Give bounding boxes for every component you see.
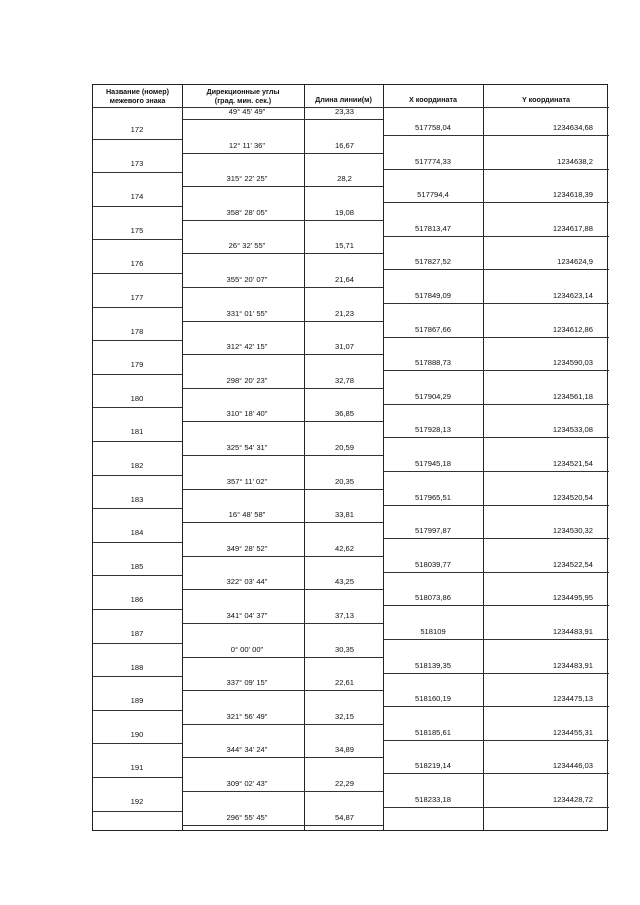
- row-divider: [93, 307, 182, 308]
- row-divider: [93, 777, 182, 778]
- y-coordinate: 1234530,32: [552, 526, 593, 536]
- line-length: 15,71: [334, 241, 354, 251]
- y-coordinate: 1234428,72: [552, 795, 593, 804]
- x-coordinate: 517928,13: [415, 425, 451, 435]
- point-name: 175: [130, 225, 144, 235]
- point-name: 187: [130, 629, 144, 638]
- direction-angle: 357° 11' 02": [226, 476, 268, 486]
- point-name: 185: [130, 561, 144, 571]
- y-coordinate: 1234446,03: [552, 761, 593, 771]
- y-coordinate: 1234533,08: [552, 425, 593, 435]
- row-divider: [182, 556, 383, 557]
- column-divider: [182, 85, 183, 830]
- x-coordinate: 518185,61: [415, 727, 451, 737]
- row-divider: [182, 119, 383, 120]
- point-name: 184: [130, 528, 144, 538]
- header-angle-line1: Дирекционные углы: [206, 87, 280, 96]
- point-name: 176: [130, 259, 144, 269]
- row-divider: [93, 273, 182, 274]
- y-coordinate: 1234617,88: [552, 223, 593, 233]
- header-length: Длина линии(м): [315, 95, 372, 104]
- point-name: 189: [130, 696, 144, 706]
- row-divider: [182, 287, 383, 288]
- row-divider: [182, 253, 383, 254]
- direction-angle: 12° 11' 36": [228, 140, 266, 150]
- direction-angle: 16° 48' 58": [228, 510, 266, 520]
- row-divider: [93, 441, 182, 442]
- direction-angle: 0° 00' 00": [230, 644, 264, 654]
- direction-angle: 298° 20' 23": [226, 375, 268, 385]
- y-coordinate: 1234520,54: [552, 492, 593, 502]
- direction-angle: 358° 28' 05": [226, 207, 268, 217]
- row-divider: [383, 269, 609, 270]
- direction-angle: 309° 02' 43": [226, 779, 268, 788]
- header-name: [93, 87, 182, 105]
- row-divider: [182, 186, 383, 187]
- point-name: 178: [130, 326, 144, 336]
- point-name: 182: [130, 461, 144, 470]
- y-coordinate: 1234483,91: [552, 627, 593, 636]
- point-name: 172: [130, 125, 144, 134]
- line-length: 20,59: [334, 443, 354, 452]
- column-divider: [383, 85, 384, 830]
- row-divider: [182, 825, 383, 826]
- header-y: Y координата: [522, 95, 570, 104]
- row-divider: [182, 791, 383, 792]
- row-divider: [93, 475, 182, 476]
- row-divider: [93, 643, 182, 644]
- row-divider: [93, 811, 182, 812]
- row-divider: [93, 407, 182, 408]
- row-divider: [383, 673, 609, 674]
- x-coordinate: 518073,86: [415, 593, 451, 603]
- row-divider: [93, 139, 182, 140]
- x-coordinate: 517758,04: [415, 123, 451, 132]
- header-name-line2: межевого знака: [109, 96, 166, 105]
- line-length: 37,13: [334, 611, 354, 620]
- row-divider: [182, 321, 383, 322]
- row-divider: [182, 757, 383, 758]
- x-coordinate: 517965,51: [415, 492, 451, 502]
- row-divider: [182, 623, 383, 624]
- y-coordinate: 1234638,2: [557, 156, 593, 166]
- direction-angle: 26° 32' 55": [228, 241, 266, 251]
- row-divider: [93, 374, 182, 375]
- row-divider: [383, 135, 609, 136]
- y-coordinate: 1234634,68: [552, 123, 593, 132]
- y-coordinate: 1234495,95: [552, 593, 593, 603]
- point-name: 177: [130, 293, 144, 302]
- line-length: 33,81: [334, 510, 354, 520]
- x-coordinate: 518109: [420, 627, 446, 636]
- line-length: 22,29: [334, 779, 354, 788]
- direction-angle: 341° 04' 37": [226, 611, 268, 620]
- point-name: 183: [130, 494, 144, 504]
- direction-angle: 325° 54' 31": [226, 443, 268, 452]
- x-coordinate: 517904,29: [415, 391, 451, 401]
- row-divider: [383, 605, 609, 606]
- y-coordinate: 1234612,86: [552, 324, 593, 334]
- x-coordinate: 517827,52: [415, 257, 451, 267]
- row-divider: [182, 421, 383, 422]
- line-length: 21,23: [334, 308, 354, 318]
- line-length: 16,67: [334, 140, 354, 150]
- row-divider: [383, 169, 609, 170]
- row-divider: [182, 657, 383, 658]
- point-name: 186: [130, 595, 144, 605]
- line-length: 32,15: [334, 711, 354, 721]
- point-name: 192: [130, 797, 144, 806]
- x-coordinate: 517867,66: [415, 324, 451, 334]
- x-coordinate: 518160,19: [415, 694, 451, 704]
- header-name-line1: Название (номер): [105, 87, 170, 96]
- point-name: 191: [130, 763, 144, 773]
- x-coordinate: 518039,77: [415, 559, 451, 569]
- point-name: 190: [130, 729, 144, 739]
- point-name: 181: [130, 427, 144, 437]
- line-length: 31,07: [334, 342, 354, 352]
- direction-angle: 310° 18' 40": [226, 409, 268, 419]
- row-divider: [93, 172, 182, 173]
- y-coordinate: 1234522,54: [552, 559, 593, 569]
- row-divider: [93, 542, 182, 543]
- line-length: 23,33: [334, 107, 354, 116]
- point-name: 188: [130, 662, 144, 672]
- row-divider: [383, 740, 609, 741]
- row-divider: [93, 743, 182, 744]
- x-coordinate: 517945,18: [415, 459, 451, 468]
- x-coordinate: 518233,18: [415, 795, 451, 804]
- row-divider: [383, 236, 609, 237]
- x-coordinate: 517849,09: [415, 291, 451, 300]
- header-x: X координата: [408, 95, 458, 104]
- y-coordinate: 1234561,18: [552, 391, 593, 401]
- direction-angle: 49° 45' 49": [228, 107, 266, 116]
- row-divider: [93, 340, 182, 341]
- x-coordinate: 517997,87: [415, 526, 451, 536]
- row-divider: [182, 153, 383, 154]
- y-coordinate: 1234590,03: [552, 358, 593, 368]
- direction-angle: 331° 01' 55": [226, 308, 268, 318]
- point-name: 174: [130, 192, 144, 202]
- row-divider: [383, 471, 609, 472]
- row-divider: [383, 437, 609, 438]
- direction-angle: 349° 28' 52": [226, 543, 268, 553]
- coordinates-table: [92, 84, 608, 831]
- line-length: 34,89: [334, 745, 354, 755]
- row-divider: [182, 489, 383, 490]
- row-divider: [383, 337, 609, 338]
- x-coordinate: 517813,47: [415, 223, 451, 233]
- x-coordinate: 517774,33: [415, 156, 451, 166]
- direction-angle: 312° 42' 15": [226, 342, 268, 352]
- direction-angle: 296° 55' 45": [226, 812, 268, 822]
- x-coordinate: 518219,14: [415, 761, 451, 771]
- row-divider: [93, 676, 182, 677]
- row-divider: [182, 589, 383, 590]
- line-length: 30,35: [334, 644, 354, 654]
- row-divider: [93, 508, 182, 509]
- line-length: 36,85: [334, 409, 354, 419]
- row-divider: [93, 710, 182, 711]
- direction-angle: 315° 22' 25": [226, 174, 268, 184]
- row-divider: [182, 455, 383, 456]
- row-divider: [383, 807, 609, 808]
- direction-angle: 344° 34' 24": [226, 745, 268, 755]
- row-divider: [383, 404, 609, 405]
- y-coordinate: 1234624,9: [557, 257, 593, 267]
- x-coordinate: 518139,35: [415, 660, 451, 670]
- x-coordinate: 517794,4: [417, 190, 449, 200]
- row-divider: [182, 220, 383, 221]
- line-length: 43,25: [334, 577, 354, 587]
- point-name: 173: [130, 158, 144, 168]
- row-divider: [182, 724, 383, 725]
- row-divider: [93, 206, 182, 207]
- row-divider: [93, 609, 182, 610]
- header-angle-line2: (град. мин. сек.): [214, 96, 272, 105]
- y-coordinate: 1234521,54: [552, 459, 593, 468]
- line-length: 28,2: [337, 174, 352, 184]
- row-divider: [182, 522, 383, 523]
- line-length: 32,78: [334, 375, 354, 385]
- row-divider: [383, 303, 609, 304]
- row-divider: [383, 706, 609, 707]
- point-name: 180: [130, 393, 144, 403]
- line-length: 54,87: [334, 812, 354, 822]
- row-divider: [383, 773, 609, 774]
- direction-angle: 337° 09' 15": [226, 678, 268, 688]
- x-coordinate: 517888,73: [415, 358, 451, 368]
- y-coordinate: 1234618,39: [552, 190, 593, 200]
- line-length: 19,08: [334, 207, 354, 217]
- point-name: 179: [130, 360, 144, 370]
- line-length: 21,64: [334, 275, 354, 284]
- y-coordinate: 1234475,13: [552, 694, 593, 704]
- row-divider: [383, 370, 609, 371]
- row-divider: [182, 388, 383, 389]
- y-coordinate: 1234455,31: [552, 727, 593, 737]
- row-divider: [383, 202, 609, 203]
- y-coordinate: 1234483,91: [552, 660, 593, 670]
- direction-angle: 355° 20' 07": [226, 275, 268, 284]
- row-divider: [93, 239, 182, 240]
- column-divider: [483, 85, 484, 830]
- row-divider: [383, 639, 609, 640]
- row-divider: [383, 505, 609, 506]
- row-divider: [182, 690, 383, 691]
- row-divider: [93, 575, 182, 576]
- line-length: 42,62: [334, 543, 354, 553]
- y-coordinate: 1234623,14: [552, 291, 593, 300]
- direction-angle: 321° 56' 49": [226, 711, 268, 721]
- direction-angle: 322° 03' 44": [226, 577, 268, 587]
- header-angle: [182, 87, 304, 105]
- row-divider: [182, 354, 383, 355]
- row-divider: [383, 538, 609, 539]
- line-length: 22,61: [334, 678, 354, 688]
- row-divider: [383, 572, 609, 573]
- line-length: 20,35: [334, 476, 354, 486]
